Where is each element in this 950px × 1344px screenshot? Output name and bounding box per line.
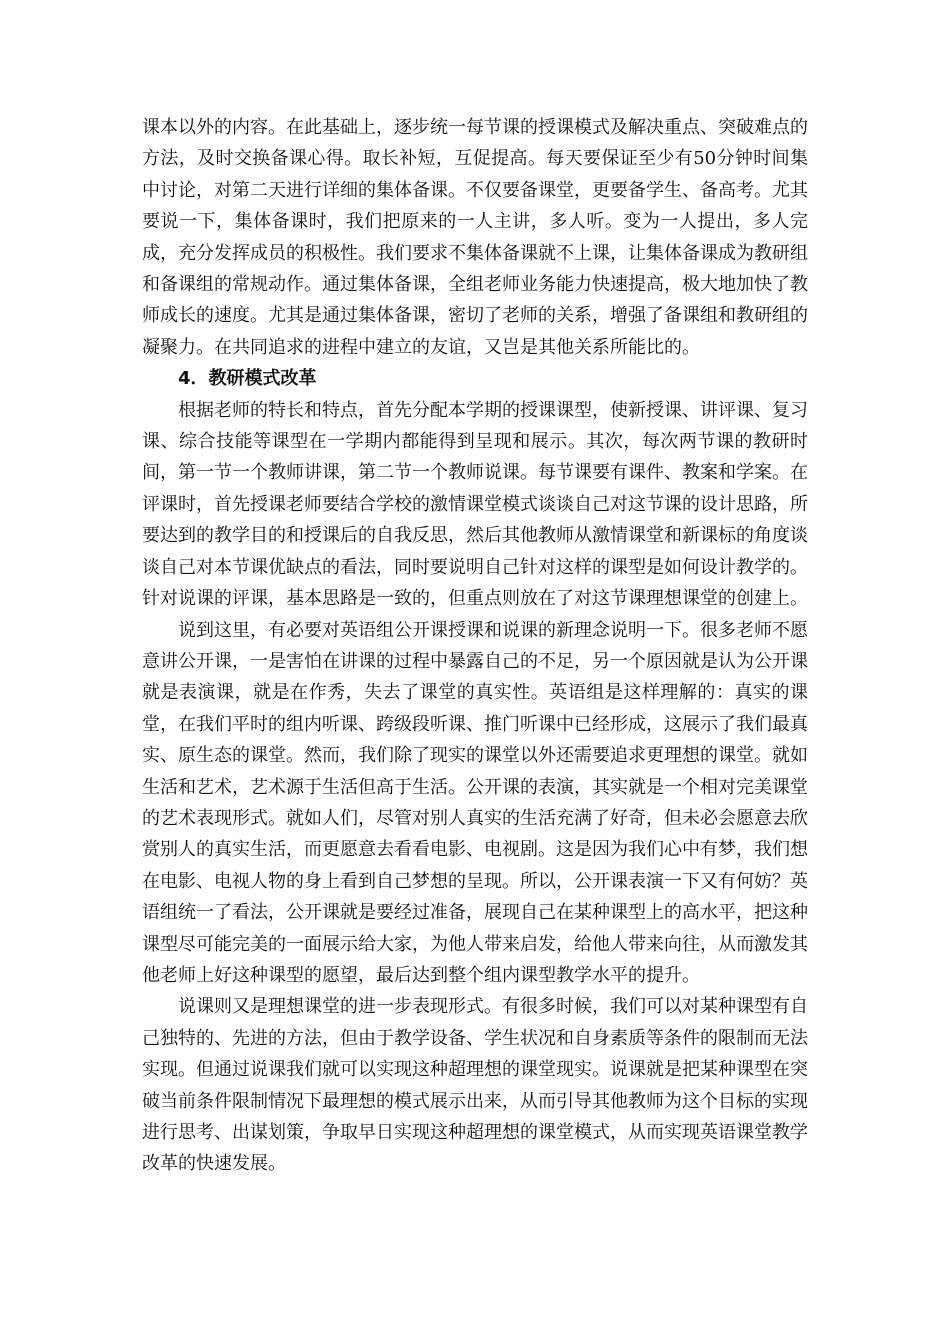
- document-page: [142, 112, 808, 1180]
- paragraph-continuation: 课本以外的内容。在此基础上，逐步统一每节课的授课模式及解决重点、突破难点的方法，及时交换备课心得。取长补短，互促提高。每天要保证至少有50分钟时间集中讨论，对第二天进行详细的集体备课。不仅要备课堂，更要备学生、备高考。尤其要说一下，集体备课时，我们把原来的一人主讲，多人听。变为一人提出，多人完成，充分发挥成员的积极性。我们要求不集体备课就不上课，让集体备课成为教研组和备课组的常规动作。通过集体备课，全组老师业务能力快速提高，极大地加快了教师成长的速度。尤其是通过集体备课，密切了老师的关系，增强了备课组和教研组的凝聚力。在共同追求的进程中建立的友谊，又岂是其他关系所能比的。: [142, 117, 808, 358]
- section-heading: 4．教研模式改革: [178, 368, 317, 390]
- paragraph-open-class: 说到这里，有必要对英语组公开课授课和说课的新理念说明一下。很多老师不愿意讲公开课，一是害怕在讲课的过程中暴露自己的不足，另一个原因就是认为公开课就是表演课，就是在作秀，失去了课堂的真实性。英语组是这样理解的：真实的课堂，在我们平时的组内听课、跨级段听课、推门听课中已经形成，这展示了我们最真实、原生态的课堂。然而，我们除了现实的课堂以外还需要追求更理想的课堂。就如生活和艺术，艺术源于生活但高于生活。公开课的表演，其实就是一个相对完美课堂的艺术表现形式。就如人们，尽管对别人真实的生活充满了好奇，但未必会愿意去欣赏别人的真实生活，而更愿意去看看电影、电视剧。这是因为我们心中有梦，我们想在电影、电视人物的身上看到自己梦想的呈现。所以，公开课表演一下又有何妨？英语组统一了看法，公开课就是要经过准备，展现自己在某种课型上的高水平，把这种课型尽可能完美的一面展示给大家，为他人带来启发，给他人带来向往，从而激发其他老师上好这种课型的愿望，最后达到整个组内课型教学水平的提升。: [142, 619, 808, 986]
- paragraph-lesson-talk: 说课则又是理想课堂的进一步表现形式。有很多时候，我们可以对某种课型有自己独特的、先进的方法，但由于教学设备、学生状况和自身素质等条件的限制而无法实现。但通过说课我们就可以实现这种超理想的课堂现实。说课就是把某种课型在突破当前条件限制情况下最理想的模式展示出来，从而引导其他教师为这个目标的实现进行思考、出谋划策，争取早日实现这种超理想的课堂模式，从而实现英语课堂教学改革的快速发展。: [142, 996, 808, 1175]
- paragraph-teaching-model: 根据老师的特长和特点，首先分配本学期的授课课型，使新授课、讲评课、复习课、综合技能等课型在一学期内都能得到呈现和展示。其次，每次两节课的教研时间，第一节一个教师讲课，第二节一个教师说课。每节课要有课件、教案和学案。在评课时，首先授课老师要结合学校的激情课堂模式谈谈自己对这节课的设计思路，所要达到的教学目的和授课后的自我反思，然后其他教师从激情课堂和新课标的角度谈谈自己对本节课优缺点的看法，同时要说明自己针对这样的课型是如何设计教学的。针对说课的评课，基本思路是一致的，但重点则放在了对这节课理想课堂的创建上。: [142, 399, 808, 610]
